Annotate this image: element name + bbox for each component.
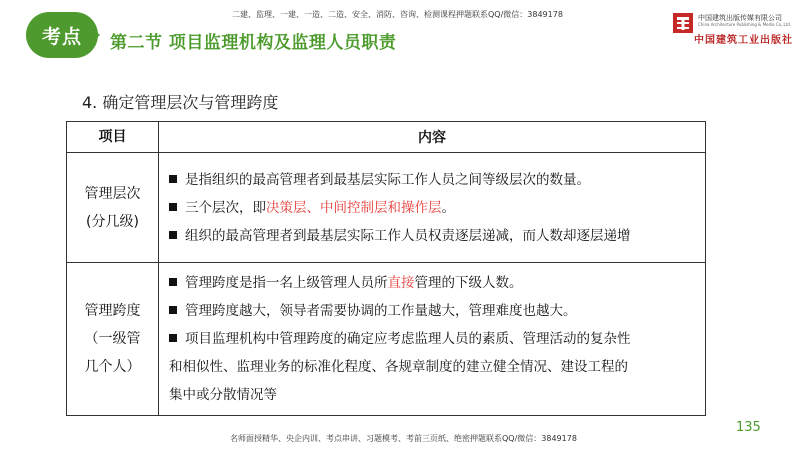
top-contact-note: 二建、监理、一建、一造、二造、安全、消防、咨询、检测课程押题联系QQ/微信：3849178 <box>232 10 563 19</box>
item-text: 组织的最高管理者到最基层实际工作人员权责逐层递减，而人数却逐层递增 <box>185 227 631 244</box>
row-label-cell <box>67 263 159 416</box>
square-bullet-icon <box>169 203 177 211</box>
publisher-emblem-icon <box>672 12 694 34</box>
page-number: 135 <box>736 420 761 435</box>
table-row <box>67 153 706 263</box>
slide-header <box>0 0 800 62</box>
content-heading: 4. 确定管理层次与管理跨度 <box>82 93 279 112</box>
highlight-text: 直接 <box>387 275 415 291</box>
section-title: 第二节 项目监理机构及监理人员职责 <box>110 33 397 53</box>
publisher-logo <box>672 10 793 46</box>
table-header-row <box>67 122 706 153</box>
list-item <box>169 325 697 353</box>
list-item <box>169 222 697 250</box>
badge-arrow-icon <box>86 23 100 47</box>
list-item-continued: 和相似性、监理业务的标准化程度、各规章制度的建立健全情况、建设工程的 <box>169 359 628 375</box>
item-text: 是指组织的最高管理者到最基层实际工作人员之间等级层次的数量。 <box>185 171 590 188</box>
row-content-cell <box>159 263 706 416</box>
square-bullet-icon <box>169 231 177 239</box>
item-text: 管理跨度越大，领导者需要协调的工作量越大，管理难度也越大。 <box>185 303 577 319</box>
row-label: 管理跨度 <box>84 303 141 319</box>
list-item <box>169 166 697 194</box>
list-item <box>169 269 697 297</box>
publisher-name-en: China Architecture Publishing & Media Co.,Ltd. <box>698 22 792 27</box>
square-bullet-icon <box>169 175 177 183</box>
list-item <box>169 194 697 222</box>
row-content-cell <box>159 153 706 263</box>
topic-badge: 考点 <box>26 12 98 58</box>
row-label: 管理层次 <box>84 185 141 202</box>
square-bullet-icon <box>169 306 177 314</box>
row-label-sub: 几个人） <box>84 359 141 375</box>
publisher-name-cn: 中国建筑出版传媒有限公司 <box>698 14 782 22</box>
item-text: 三个层次，即 <box>185 199 266 216</box>
highlight-text: 决策层、中间控制层和操作层 <box>266 199 442 216</box>
row-label-sub: （一级管 <box>84 331 141 347</box>
header-item: 项目 <box>67 122 159 153</box>
list-item <box>169 297 697 325</box>
row-label-cell <box>67 153 159 263</box>
square-bullet-icon <box>169 278 177 286</box>
publisher-calligraphy: 中国建筑工业出版社 <box>694 35 793 46</box>
list-item-continued: 集中或分散情况等 <box>169 387 277 403</box>
item-text: 管理跨度是指一名上级管理人员所 <box>185 275 388 291</box>
row-label-sub: (分几级) <box>86 213 139 230</box>
item-text: 。 <box>441 199 455 216</box>
bottom-contact-note: 名师面授精华、央企内训、考点串讲、习题模考、考前三页纸、绝密押题联系QQ/微信：3849178 <box>230 434 577 443</box>
item-text: 项目监理机构中管理跨度的确定应考虑监理人员的素质、管理活动的复杂性 <box>185 331 631 347</box>
table-row <box>67 263 706 416</box>
header-content: 内容 <box>159 122 706 153</box>
item-text: 管理的下级人数。 <box>414 275 523 291</box>
square-bullet-icon <box>169 334 177 342</box>
content-table <box>66 121 706 416</box>
